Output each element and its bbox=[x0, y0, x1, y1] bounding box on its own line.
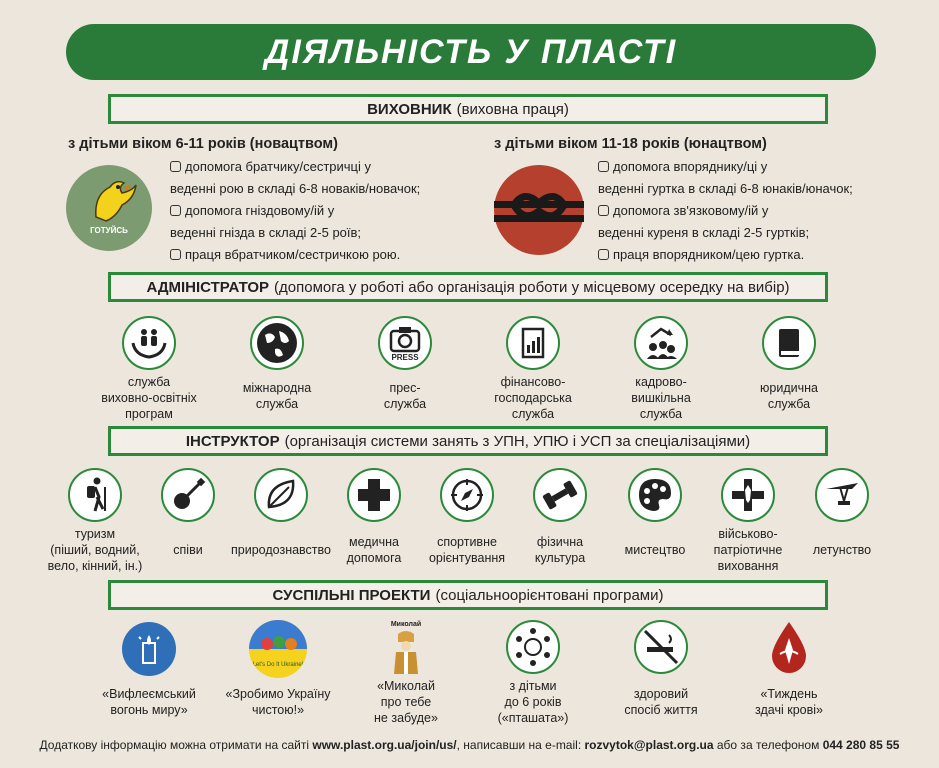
checkbox-icon bbox=[170, 161, 181, 172]
finance-document-icon bbox=[506, 316, 560, 370]
instr-label-orienteering: спортивне орієнтування bbox=[428, 535, 506, 565]
proj-label-healthy: здоровий спосіб життя bbox=[624, 687, 698, 717]
law-book-icon bbox=[762, 316, 816, 370]
guitar-icon bbox=[161, 468, 215, 522]
list-item: праця впорядником/цею гуртка. bbox=[598, 244, 853, 266]
section-administrator-subtitle: (допомога у роботі або організація роботи у місцевому осередку на вибір) bbox=[274, 278, 790, 296]
instr-label-singing: співи bbox=[173, 543, 203, 557]
novatstvo-badge-text: ГОТУЙСЬ bbox=[90, 226, 128, 235]
proj-label-blood: «Тиждень здачі крові» bbox=[755, 687, 823, 717]
proj-label-st-nicholas: «Миколай про тебе не забуде» bbox=[374, 679, 438, 725]
camera-press-icon bbox=[378, 316, 432, 370]
checkbox-icon bbox=[598, 249, 609, 260]
instr-label-art: мистецтво bbox=[624, 543, 686, 557]
instr-label-physical: фізична культура bbox=[534, 535, 586, 565]
checkbox-icon bbox=[598, 205, 609, 216]
bethlehem-light-icon bbox=[122, 622, 176, 676]
section-instructor-title: ІНСТРУКТОР bbox=[185, 432, 280, 450]
checkbox-icon bbox=[170, 205, 181, 216]
globe-icon bbox=[250, 316, 304, 370]
checkbox-icon bbox=[170, 249, 181, 260]
instr-label-tourism: туризм (піший, водний, вело, кінний, ін.) bbox=[47, 527, 143, 573]
novatstvo-duties bbox=[170, 156, 420, 266]
yunatstvo-heading: з дітьми віком 11-18 років (юнацтвом) bbox=[494, 136, 767, 152]
proj-label-bethlehem: «Вифлеємський вогонь миру» bbox=[102, 687, 196, 717]
admin-label-finance: фінансово- господарська служба bbox=[494, 375, 572, 421]
press-text: PRESS bbox=[391, 353, 419, 362]
section-administrator bbox=[108, 272, 828, 302]
people-growth-icon bbox=[634, 316, 688, 370]
children-circle-icon bbox=[506, 620, 560, 674]
footer-phone: 044 280 85 55 bbox=[822, 738, 900, 752]
checkbox-icon bbox=[598, 161, 609, 172]
proj-label-clean-ukraine: «Зробимо Україну чистою!» bbox=[225, 687, 331, 717]
military-emblem-icon bbox=[721, 468, 775, 522]
footer-email-link[interactable]: rozvytok@plast.org.ua bbox=[584, 738, 714, 752]
list-item: веденні рою в складі 6-8 новаків/новачок; bbox=[170, 181, 421, 196]
admin-label-personnel: кадрово- вишкільна служба bbox=[631, 375, 691, 421]
admin-label-legal: юридична служба bbox=[760, 381, 818, 411]
section-administrator-title: АДМІНІСТРАТОР bbox=[146, 278, 270, 296]
admin-label-programs: служба виховно-освітніх програм bbox=[101, 375, 197, 421]
clean-ukraine-logo bbox=[249, 620, 307, 678]
section-instructor bbox=[108, 426, 828, 456]
compass-icon bbox=[440, 468, 494, 522]
st-nicholas-text: Миколай bbox=[390, 621, 422, 628]
section-projects-title: СУСПІЛЬНІ ПРОЕКТИ bbox=[272, 586, 431, 604]
dumbbell-icon bbox=[533, 468, 587, 522]
clean-ukraine-text: Let's Do It Ukraine! bbox=[252, 662, 304, 668]
yunatstvo-duties bbox=[598, 156, 853, 266]
section-vykhovnyk-title: ВИХОВНИК bbox=[367, 100, 452, 118]
palette-icon bbox=[628, 468, 682, 522]
instr-label-military: військово- патріотичне виховання bbox=[713, 527, 783, 573]
section-projects bbox=[108, 580, 828, 610]
hang-glider-icon bbox=[815, 468, 869, 522]
list-item: допомога гніздовому/ій у bbox=[170, 200, 420, 222]
instr-label-medical: медична допомога bbox=[346, 535, 402, 565]
st-nicholas-icon bbox=[380, 618, 432, 678]
list-item: веденні куреня в складі 2-5 гуртків; bbox=[598, 225, 810, 240]
yunatstvo-knot-icon bbox=[494, 165, 584, 255]
list-item: праця вбратчиком/сестричкою рою. bbox=[170, 244, 420, 266]
list-item: веденні гнізда в складі 2-5 роїв; bbox=[170, 225, 362, 240]
list-item: допомога зв'язковому/ій у bbox=[598, 200, 853, 222]
proj-label-children: з дітьми до 6 років («пташата») bbox=[497, 679, 569, 725]
section-vykhovnyk-subtitle: (виховна праця) bbox=[456, 100, 569, 118]
section-projects-subtitle: (соціальноорієнтовані програми) bbox=[435, 586, 664, 604]
leaf-icon bbox=[254, 468, 308, 522]
medical-cross-icon bbox=[347, 468, 401, 522]
hiker-icon bbox=[68, 468, 122, 522]
section-instructor-subtitle: (організація системи занять з УПН, УПЮ і УСП за спеціалізаціями) bbox=[284, 432, 751, 450]
admin-label-international: міжнародна служба bbox=[242, 381, 312, 411]
footer-site-link[interactable]: www.plast.org.ua/join/us/ bbox=[312, 738, 457, 752]
instr-label-aviation: летунство bbox=[812, 543, 872, 557]
novatstvo-badge-icon bbox=[66, 165, 152, 251]
blood-drop-icon bbox=[762, 620, 816, 676]
list-item: допомога впоряднику/ці у bbox=[598, 156, 853, 178]
list-item: допомога братчику/сестричці у bbox=[170, 156, 420, 178]
admin-label-press: прес- служба bbox=[383, 381, 427, 411]
hands-people-icon bbox=[122, 316, 176, 370]
instr-label-nature: природознавство bbox=[231, 543, 331, 557]
section-vykhovnyk bbox=[108, 94, 828, 124]
page-title: ДІЯЛЬНІСТЬ У ПЛАСТІ bbox=[66, 24, 876, 80]
footer-info: Додаткову інформацію можна отримати на сайті www.plast.org.ua/join/us/, написавши на e-mail: rozvytok@plast.org.ua або за телефоном 044 280 85 55 bbox=[39, 738, 900, 752]
novatstvo-heading: з дітьми віком 6-11 років (новацтвом) bbox=[68, 136, 338, 152]
list-item: веденні гуртка в складі 6-8 юнаків/юначок; bbox=[598, 181, 853, 196]
no-smoking-icon bbox=[634, 620, 688, 674]
